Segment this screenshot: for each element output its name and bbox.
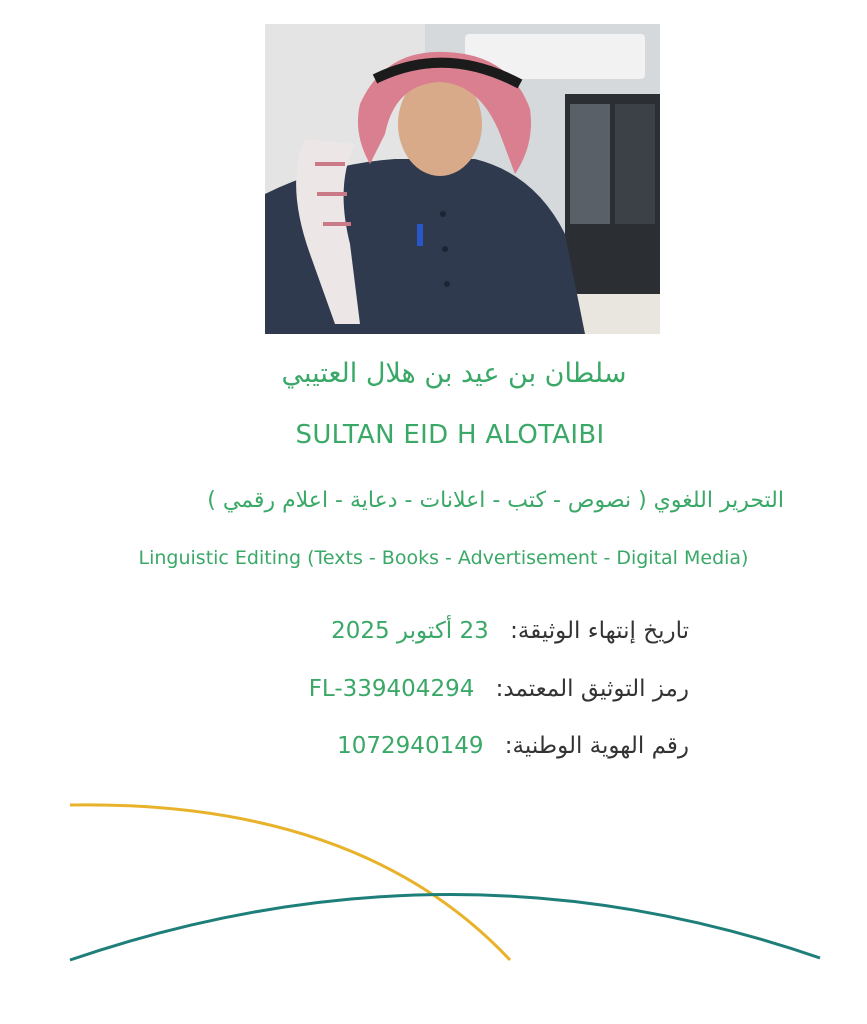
name-arabic: سلطان بن عيد بن هلال العتيبي <box>281 358 627 389</box>
expiry-date-row <box>331 618 689 644</box>
certification-code-label: رمز التوثيق المعتمد: <box>495 676 689 702</box>
gold-arc <box>70 805 510 960</box>
service-description-english: Linguistic Editing (Texts - Books - Advertisement - Digital Media) <box>138 547 749 569</box>
expiry-date-value: 23 أكتوبر 2025 <box>331 618 489 644</box>
service-description-arabic: التحرير اللغوي ( نصوص - كتب - اعلانات - دعاية - اعلام رقمي ) <box>207 488 784 513</box>
national-id-value: 1072940149 <box>337 733 484 759</box>
profile-photo <box>265 24 660 334</box>
decorative-arcs <box>0 790 867 980</box>
person-portrait-image <box>265 24 660 334</box>
certification-code-value: FL-339404294 <box>308 676 475 702</box>
national-id-row <box>337 733 689 759</box>
national-id-label: رقم الهوية الوطنية: <box>504 733 689 759</box>
name-english: SULTAN EID H ALOTAIBI <box>295 420 605 450</box>
expiry-date-label: تاريخ إنتهاء الوثيقة: <box>510 618 689 644</box>
certification-code-row <box>309 676 689 702</box>
